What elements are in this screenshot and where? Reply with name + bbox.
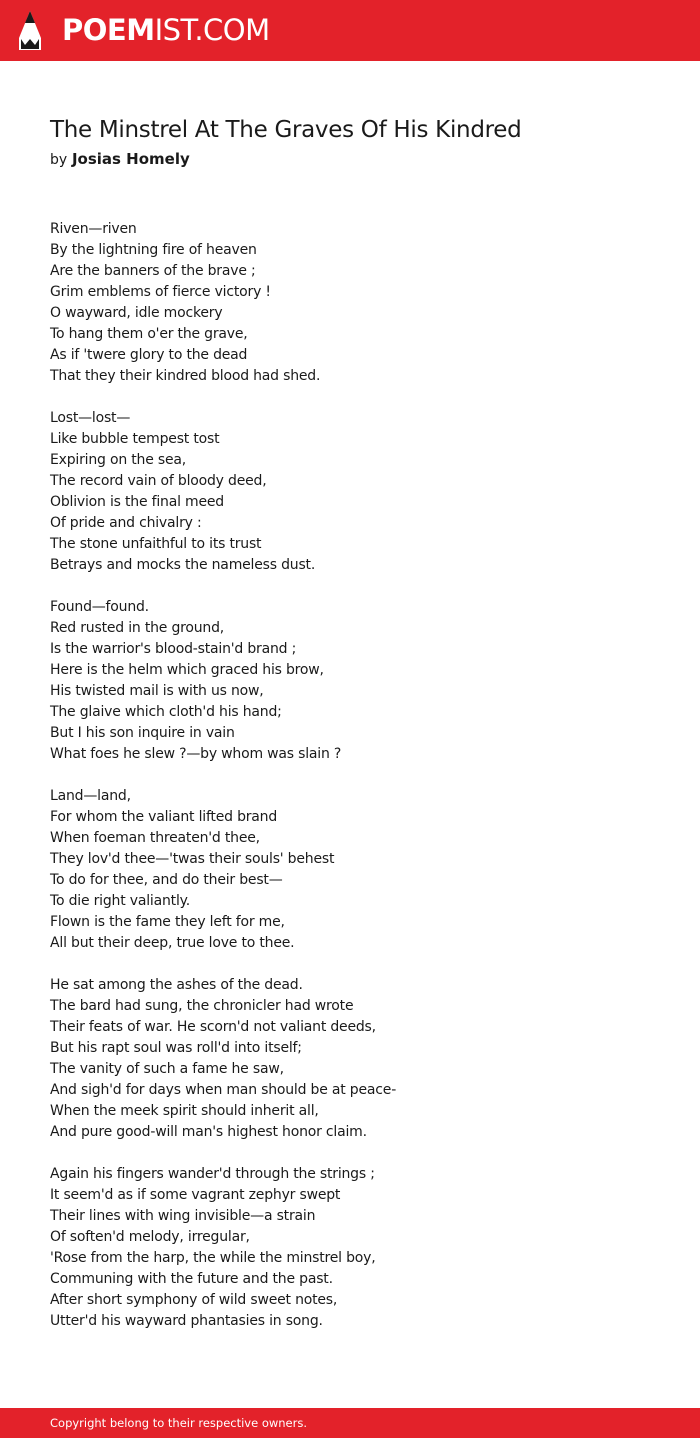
poem-line: By the lightning fire of heaven xyxy=(50,242,257,258)
poem-line: The vanity of such a fame he saw, xyxy=(50,1061,284,1077)
poem-stanza xyxy=(50,786,650,954)
poem-stanza xyxy=(50,1164,650,1332)
poem-line: After short symphony of wild sweet notes, xyxy=(50,1292,338,1308)
poem-line: It seem'd as if some vagrant zephyr swept xyxy=(50,1187,341,1203)
poem-line: They lov'd thee—'twas their souls' behest xyxy=(50,851,335,867)
poem-line: But I his son inquire in vain xyxy=(50,725,235,741)
poem-stanza xyxy=(50,408,650,576)
poem-line: His twisted mail is with us now, xyxy=(50,683,264,699)
copyright-text: Copyright belong to their respective owners. xyxy=(50,1416,308,1430)
poem-line: To hang them o'er the grave, xyxy=(50,326,248,342)
poem-line: Red rusted in the ground, xyxy=(50,620,225,636)
poem-line: The glaive which cloth'd his hand; xyxy=(50,704,282,720)
poem-stanza xyxy=(50,597,650,765)
poem-line: And sigh'd for days when man should be at peace- xyxy=(50,1082,397,1098)
poem-line: Their lines with wing invisible—a strain xyxy=(50,1208,316,1224)
poem-line: Grim emblems of fierce victory ! xyxy=(50,284,271,300)
poem-line: Communing with the future and the past. xyxy=(50,1271,333,1287)
poem-line: But his rapt soul was roll'd into itself; xyxy=(50,1040,302,1056)
poem-line: O wayward, idle mockery xyxy=(50,305,223,321)
poem-line: As if 'twere glory to the dead xyxy=(50,347,248,363)
site-logo[interactable] xyxy=(62,13,270,47)
site-header xyxy=(0,0,700,61)
poem-line: Again his fingers wander'd through the strings ; xyxy=(50,1166,375,1182)
site-footer xyxy=(0,1408,700,1438)
poem-line: What foes he slew ?—by whom was slain ? xyxy=(50,746,342,762)
poem-line: Riven—riven xyxy=(50,221,137,237)
poem-stanza xyxy=(50,219,650,387)
pencil-tip-icon[interactable] xyxy=(18,10,42,52)
poem-line: Found—found. xyxy=(50,599,149,615)
poem-line: The bard had sung, the chronicler had wrote xyxy=(50,998,354,1014)
poem-line: To do for thee, and do their best— xyxy=(50,872,283,888)
poem-line: For whom the valiant lifted brand xyxy=(50,809,278,825)
poem-line: The record vain of bloody deed, xyxy=(50,473,267,489)
poem-title: The Minstrel At The Graves Of His Kindred xyxy=(50,117,522,143)
poem-line: Flown is the fame they left for me, xyxy=(50,914,285,930)
poem-line: 'Rose from the harp, the while the minstrel boy, xyxy=(50,1250,376,1266)
poem-line: Like bubble tempest tost xyxy=(50,431,220,447)
poem-line: And pure good-will man's highest honor claim. xyxy=(50,1124,367,1140)
brand-bold: POEM xyxy=(62,13,155,47)
poem-line: He sat among the ashes of the dead. xyxy=(50,977,303,993)
poem-line: Oblivion is the final meed xyxy=(50,494,224,510)
poem-line: Land—land, xyxy=(50,788,131,804)
poem-line: Utter'd his wayward phantasies in song. xyxy=(50,1313,323,1329)
byline xyxy=(50,150,190,168)
poem-line: Expiring on the sea, xyxy=(50,452,187,468)
poem-stanza xyxy=(50,975,650,1143)
poem-line: Betrays and mocks the nameless dust. xyxy=(50,557,316,573)
poem-line: Is the warrior's blood-stain'd brand ; xyxy=(50,641,297,657)
poem-line: When the meek spirit should inherit all, xyxy=(50,1103,319,1119)
poem-line: All but their deep, true love to thee. xyxy=(50,935,295,951)
poem-line: Lost—lost— xyxy=(50,410,131,426)
poem-line: The stone unfaithful to its trust xyxy=(50,536,262,552)
poem-body xyxy=(50,219,650,1353)
poem-line: Their feats of war. He scorn'd not valiant deeds, xyxy=(50,1019,376,1035)
poem-line: To die right valiantly. xyxy=(50,893,190,909)
author-name[interactable]: Josias Homely xyxy=(71,150,190,168)
poem-line: Here is the helm which graced his brow, xyxy=(50,662,324,678)
brand-light: IST.COM xyxy=(154,13,270,47)
poem-line: That they their kindred blood had shed. xyxy=(50,368,321,384)
poem-line: Of pride and chivalry : xyxy=(50,515,202,531)
poem-line: When foeman threaten'd thee, xyxy=(50,830,260,846)
poem-line: Are the banners of the brave ; xyxy=(50,263,256,279)
by-label: by xyxy=(50,152,68,168)
poem-line: Of soften'd melody, irregular, xyxy=(50,1229,250,1245)
